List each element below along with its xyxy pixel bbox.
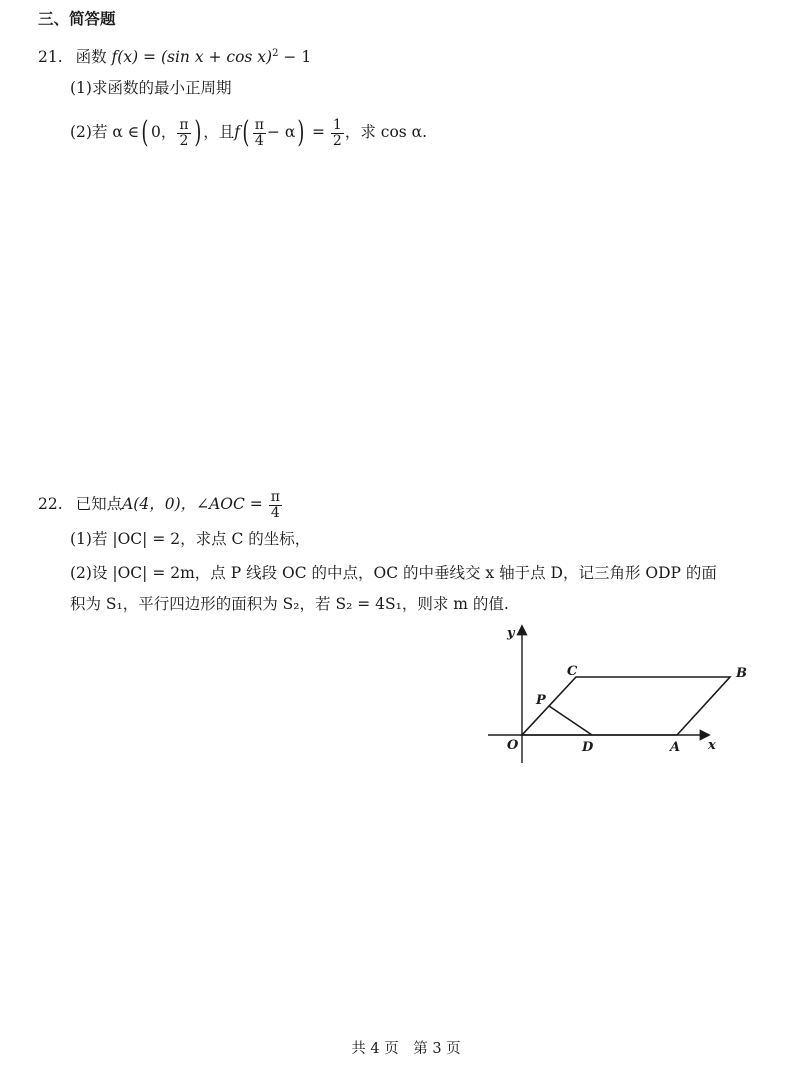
q21-equals: = [307,123,330,141]
q21-f: f [234,123,241,141]
page-footer: 共 4 页 第 3 页 [351,1041,461,1057]
label-D: D [582,740,594,755]
q21-part2-suffix: ，求 cos α. [344,123,428,141]
q22-part1: (1)若 |OC| = 2，求点 C 的坐标， [70,530,311,548]
q21-f-left-paren: ( [242,115,250,150]
q22-part2-line1: (2)设 |OC| = 2m，点 P 线段 OC 的中点，OC 的中垂线交 x 轴于点 D，记三角形 ODP 的面 [70,564,717,582]
q21-frac-pi-over-4: $\frac{\pi}{4}$ [254,116,264,149]
label-y: y [507,626,515,641]
q21-part2 [70,114,427,150]
q21-f-right-paren: ) [297,115,305,150]
segment-PD [549,706,592,735]
parallelogram-figure [480,615,770,775]
q21-minus-alpha: − α [266,123,296,141]
q21-exponent: 2 [272,48,279,59]
parallelogram-OABC [522,677,730,735]
q21-number: 21. [38,48,63,67]
q21-left-paren: ( [141,115,149,150]
q22-part2-line2: 积为 S₁，平行四边形的面积为 S₂，若 S₂ = 4S₁，则求 m 的值. [70,595,509,613]
q21-function: f(x) = (sin x + cos x) [111,48,273,67]
q21-frac-one-half: $\frac{1}{2}$ [332,116,342,149]
section-title: 三、简答题 [38,10,116,28]
q22-frac-pi-over-4: $\frac{\pi}{4}$ [270,488,280,521]
q22-number: 22. [38,495,63,513]
q21-stem-suffix: − 1 [278,48,312,67]
q21-stem-prefix: 函数 [75,48,107,67]
label-B: B [736,666,747,681]
q22-stem-prefix: 已知点 [75,495,123,513]
label-x: x [708,738,716,753]
q21-part1: (1)求函数的最小正周期 [70,79,232,97]
q22-stem [38,486,283,522]
q21-right-paren: ) [193,115,201,150]
q21-frac-pi-over-2: $\frac{\pi}{2}$ [179,116,189,149]
label-A: A [670,740,681,755]
q21-interval-left: 0， [150,123,177,141]
q21-part2-mid: ，且 [203,123,235,141]
q22-stem-point: A(4，0)，∠AOC = [122,495,268,513]
label-C: C [567,664,578,679]
q21-stem [38,44,311,67]
label-O: O [507,738,519,753]
label-P: P [536,693,546,708]
q21-part2-prefix: (2)若 α ∈ [70,123,140,141]
